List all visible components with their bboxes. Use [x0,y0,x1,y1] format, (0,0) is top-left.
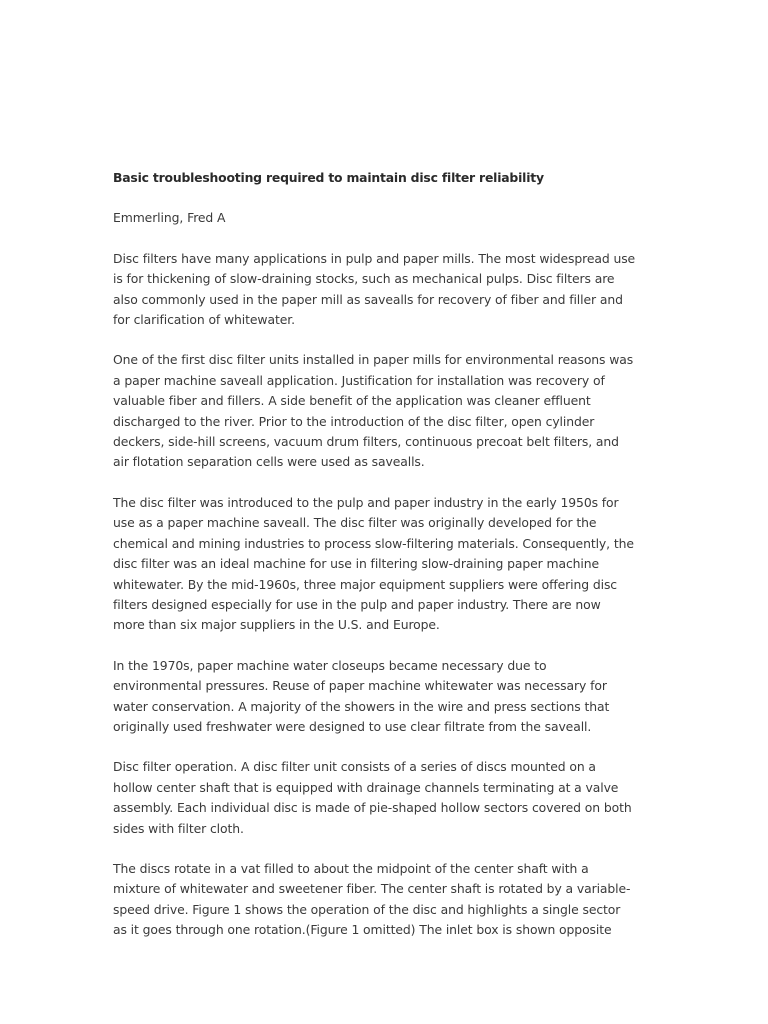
paragraph-line: In the 1970s, paper machine water closeups became necessary due to [113,657,547,673]
article-paragraph [113,859,633,941]
paragraph-line: use as a paper machine saveall. The disc filter was originally developed for the [113,515,597,531]
paragraph-line: as it goes through one rotation.(Figure 1 omitted) The inlet box is shown opposite [113,922,612,938]
article-title: Basic troubleshooting required to maintain disc filter reliability [113,170,544,185]
paragraph-line: speed drive. Figure 1 shows the operation of the disc and highlights a single sector [113,901,621,917]
article-paragraph [113,757,633,839]
paragraph-line: mixture of whitewater and sweetener fiber. The center shaft is rotated by a variable- [113,881,631,897]
paragraph-line: discharged to the river. Prior to the introduction of the disc filter, open cylinder [113,413,595,429]
paragraph-line: air flotation separation cells were used as savealls. [113,454,425,470]
paragraph-line: The discs rotate in a vat filled to about the midpoint of the center shaft with a [113,860,589,876]
article-author: Emmerling, Fred A [113,210,226,226]
paragraph-line: Disc filter operation. A disc filter unit consists of a series of discs mounted on a [113,759,596,775]
paragraph-line: filters designed especially for use in the pulp and paper industry. There are now [113,596,601,612]
paragraph-line: assembly. Each individual disc is made of pie-shaped hollow sectors covered on both [113,800,632,816]
article-paragraph [113,493,633,636]
paragraph-line: disc filter was an ideal machine for use in filtering slow-draining paper machine [113,556,600,572]
paragraph-line: One of the first disc filter units installed in paper mills for environmental reasons was [113,352,634,368]
paragraph-line: valuable fiber and fillers. A side benefit of the application was cleaner effluent [113,393,591,409]
paragraph-line: also commonly used in the paper mill as savealls for recovery of fiber and filler and [113,291,623,307]
paragraph-line: chemical and mining industries to process slow-filtering materials. Consequently, the [113,535,634,551]
article-paragraph [113,350,633,472]
article-paragraph [113,656,633,738]
paragraph-line: sides with filter cloth. [113,820,244,836]
article-body [113,249,636,941]
document-page [113,168,636,961]
paragraph-line: hollow center shaft that is equipped with drainage channels terminating at a valve [113,779,619,795]
paragraph-line: originally used freshwater were designed to use clear filtrate from the saveall. [113,718,592,734]
paragraph-line: is for thickening of slow-draining stocks, such as mechanical pulps. Disc filters are [113,271,615,287]
paragraph-line: environmental pressures. Reuse of paper machine whitewater was necessary for [113,678,607,694]
paragraph-line: The disc filter was introduced to the pulp and paper industry in the early 1950s for [113,494,619,510]
paragraph-line: deckers, side-hill screens, vacuum drum filters, continuous precoat belt filters, and [113,434,619,450]
article-paragraph [113,249,636,331]
paragraph-line: more than six major suppliers in the U.S. and Europe. [113,617,440,633]
paragraph-line: for clarification of whitewater. [113,312,295,328]
paragraph-line: water conservation. A majority of the showers in the wire and press sections that [113,698,610,714]
paragraph-line: Disc filters have many applications in pulp and paper mills. The most widespread use [113,250,636,266]
paragraph-line: a paper machine saveall application. Justification for installation was recovery of [113,372,605,388]
paragraph-line: whitewater. By the mid-1960s, three major equipment suppliers were offering disc [113,576,618,592]
